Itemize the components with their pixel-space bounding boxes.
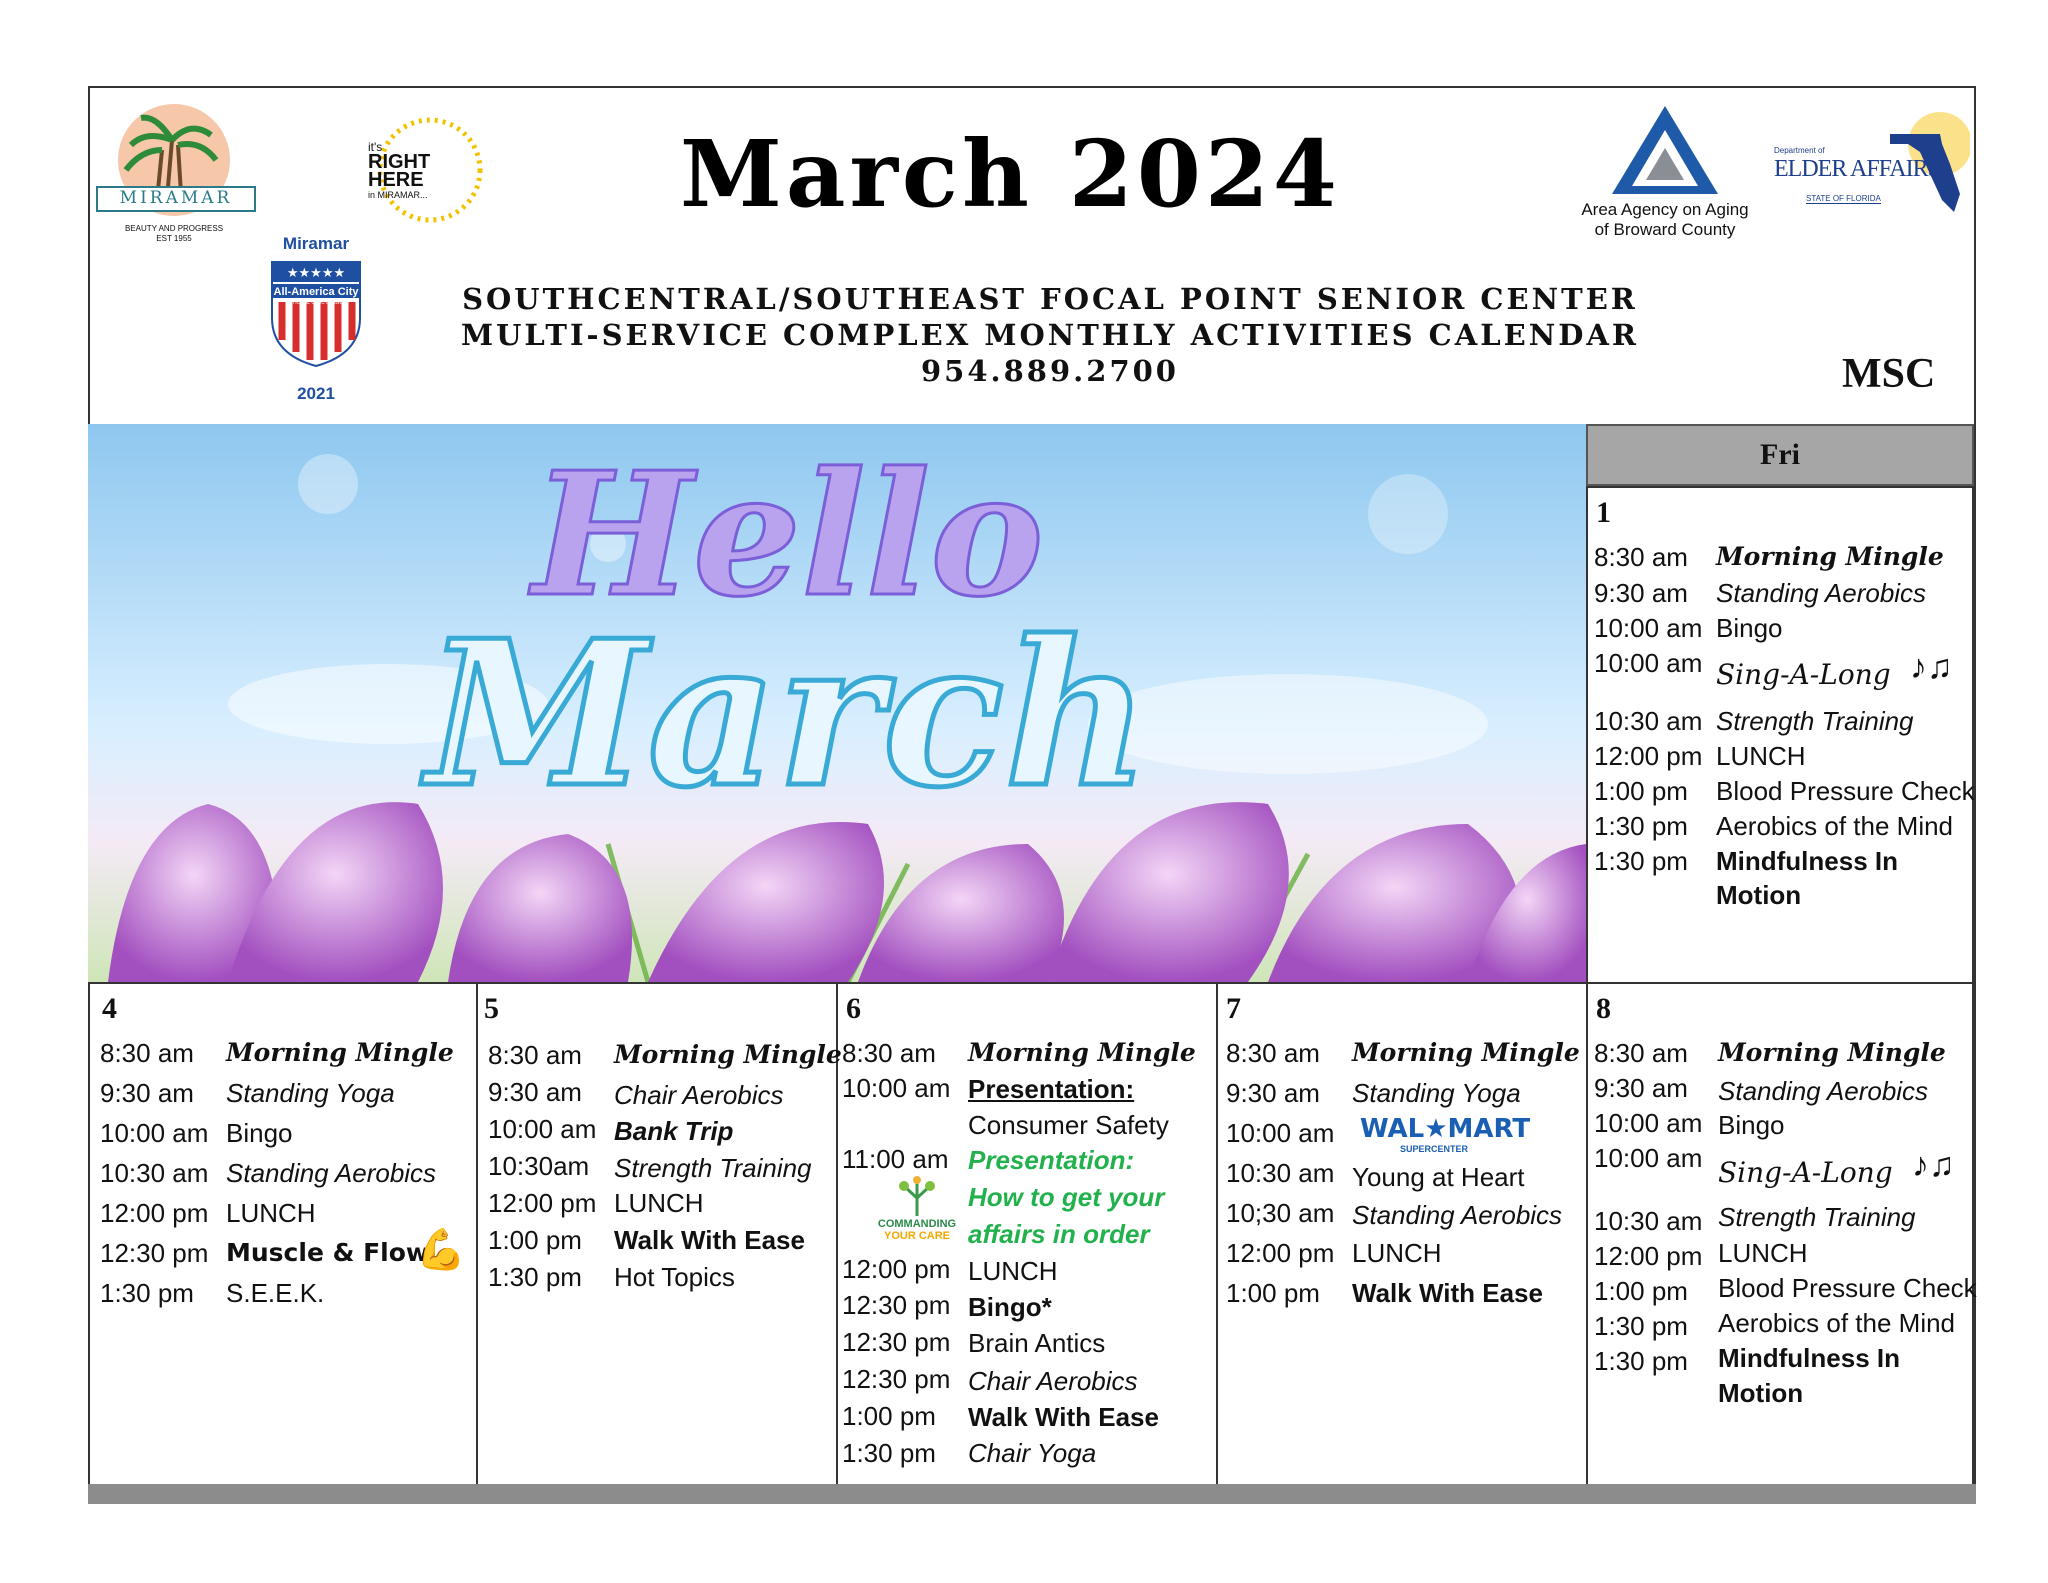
- activity: Muscle & Flow: [226, 1238, 430, 1267]
- activity: LUNCH: [614, 1188, 704, 1218]
- right-here-right: RIGHT: [368, 151, 431, 173]
- activity: Bingo: [1716, 613, 1783, 643]
- activity: Strength Training: [1718, 1202, 1916, 1232]
- svg-text:★★★★★: ★★★★★: [286, 266, 346, 281]
- activity: LUNCH: [226, 1198, 316, 1228]
- time: 1:00 pm: [488, 1225, 582, 1255]
- miramar-tagline: BEAUTY AND PROGRESS: [124, 224, 224, 233]
- time: 8:30 am: [1594, 542, 1688, 572]
- day-number: 1: [1596, 496, 1611, 529]
- time: 12:00 pm: [100, 1198, 209, 1228]
- activity: Morning Mingle: [1352, 1038, 1580, 1067]
- hello-march-banner: [88, 424, 1586, 982]
- right-here-its: it's: [368, 140, 383, 154]
- all-america-league: NATIONAL CIVIC LEAGUE: [285, 300, 347, 306]
- activity: Aerobics of the Mind: [1718, 1308, 1956, 1338]
- time: 10:00 am: [1594, 613, 1703, 643]
- time: 12:30 pm: [100, 1238, 209, 1268]
- time: 1:00 pm: [842, 1401, 936, 1431]
- activity: Chair Yoga: [968, 1438, 1097, 1468]
- time: 8:30 am: [488, 1040, 582, 1070]
- time: 10:30 am: [1594, 1206, 1703, 1236]
- activity: Mindfulness In: [1718, 1343, 1900, 1373]
- time: 1:30 pm: [1594, 811, 1688, 841]
- activity: Walk With Ease: [614, 1225, 805, 1255]
- activity: Walk With Ease: [1352, 1278, 1543, 1308]
- day-number: 8: [1596, 992, 1611, 1025]
- activity: LUNCH: [1718, 1238, 1808, 1268]
- time: 10:00 am: [1226, 1118, 1335, 1148]
- time: 1:30 pm: [1594, 846, 1688, 876]
- activity: affairs in order: [968, 1219, 1150, 1249]
- time: 9:30 am: [100, 1078, 194, 1108]
- time: 12:00 pm: [1226, 1238, 1335, 1268]
- activity: S.E.E.K.: [226, 1278, 325, 1308]
- day-number: 7: [1226, 992, 1241, 1025]
- time: 12:30 pm: [842, 1364, 951, 1394]
- bottom-bar: [88, 1484, 1976, 1504]
- sponsor-line-1: COMMANDING: [877, 1218, 957, 1230]
- walmart-logo: WAL★MART: [1360, 1114, 1531, 1144]
- activity: LUNCH: [1352, 1238, 1442, 1268]
- hero-hello-text: Hello: [532, 435, 1044, 635]
- time: 10:00 am: [1594, 648, 1703, 678]
- day-number: 5: [484, 992, 499, 1025]
- time: 12:00 pm: [1594, 1241, 1703, 1271]
- elder-dept: Department of: [1774, 146, 1825, 155]
- activity: Consumer Safety: [968, 1110, 1169, 1140]
- activity: Mindfulness In: [1716, 846, 1898, 876]
- activity: Brain Antics: [968, 1328, 1106, 1358]
- all-america-top: Miramar: [282, 234, 350, 253]
- music-notes-icon: ♪♫: [1910, 648, 1953, 686]
- time: 1:00 pm: [1594, 776, 1688, 806]
- time: 1:00 pm: [1594, 1276, 1688, 1306]
- activity: Aerobics of the Mind: [1716, 811, 1954, 841]
- right-here-here: HERE: [368, 169, 424, 191]
- triangle-a-icon: [1610, 104, 1720, 196]
- time: 12:00 pm: [842, 1254, 951, 1284]
- crocus-flowers-image: [88, 424, 1586, 982]
- music-notes-icon: ♪♫: [1912, 1146, 1955, 1184]
- time: 1:00 pm: [1226, 1278, 1320, 1308]
- activity: LUNCH: [968, 1256, 1058, 1286]
- activity: Sing-A-Long: [1718, 1156, 1893, 1189]
- time: 10:30 am: [1226, 1158, 1335, 1188]
- time: 12:30 pm: [842, 1327, 951, 1357]
- time: 12:30 pm: [842, 1290, 951, 1320]
- activity: Morning Mingle: [968, 1038, 1196, 1067]
- right-here-miramar: in MIRAMAR...: [368, 190, 428, 200]
- time: 10:30am: [488, 1151, 590, 1181]
- time: 9:30 am: [1594, 1073, 1688, 1103]
- time: 10:00 am: [842, 1073, 951, 1103]
- aging-line-2: of Broward County: [1594, 220, 1736, 239]
- day-number: 4: [102, 992, 117, 1025]
- sponsor-line-2: YOUR CARE: [883, 1230, 950, 1242]
- activity: Strength Training: [1716, 706, 1914, 736]
- aging-logo: [1570, 104, 1760, 244]
- activity: Standing Aerobics: [226, 1158, 437, 1188]
- time: 1:30 pm: [488, 1262, 582, 1292]
- activity: Morning Mingle: [1718, 1038, 1946, 1067]
- activity: Young at Heart: [1352, 1162, 1525, 1192]
- activity: Morning Mingle: [1716, 542, 1944, 571]
- activity: Motion: [1718, 1378, 1804, 1408]
- activity: How to get your: [968, 1182, 1165, 1212]
- commanding-your-care-logo: [862, 1176, 972, 1246]
- subtitle-line-2: MULTI-SERVICE COMPLEX MONTHLY ACTIVITIES CALENDAR: [460, 318, 1639, 352]
- center-code: MSC: [1842, 351, 1936, 397]
- shield-icon: [268, 258, 364, 368]
- activity: Standing Aerobics: [1718, 1076, 1929, 1106]
- right-here-logo: [360, 104, 490, 234]
- time: 1:30 pm: [842, 1438, 936, 1468]
- time: 9:30 am: [1594, 578, 1688, 608]
- elder-state: STATE OF FLORIDA: [1806, 194, 1881, 203]
- day-number: 6: [846, 992, 861, 1025]
- time: 9:30 am: [488, 1077, 582, 1107]
- page-title: March 2024: [680, 120, 1341, 228]
- activity: Standing Yoga: [226, 1078, 395, 1108]
- flexed-bicep-icon: 💪: [416, 1228, 466, 1272]
- time: 1:30 pm: [1594, 1346, 1688, 1376]
- time: 8:30 am: [1594, 1038, 1688, 1068]
- activity: Bingo: [1718, 1110, 1785, 1140]
- activity: Strength Training: [614, 1153, 812, 1183]
- all-america-city-logo: [262, 234, 366, 409]
- all-america-banner: All-America City: [273, 286, 359, 298]
- time: 1:30 pm: [1594, 1311, 1688, 1341]
- tree-icon: [892, 1176, 942, 1216]
- activity: LUNCH: [1716, 741, 1806, 771]
- activity: Presentation:: [968, 1145, 1135, 1175]
- activity: Morning Mingle: [226, 1038, 454, 1067]
- time: 8:30 am: [842, 1038, 936, 1068]
- time: 10:00 am: [100, 1118, 209, 1148]
- activity: Chair Aerobics: [614, 1080, 784, 1110]
- activity: Hot Topics: [614, 1262, 735, 1292]
- activity: Presentation:: [968, 1074, 1135, 1104]
- aging-line-1: Area Agency on Aging: [1581, 200, 1749, 219]
- miramar-est: EST 1955: [156, 234, 192, 243]
- activity: Blood Pressure Check: [1718, 1273, 1977, 1303]
- miramar-logo: [96, 100, 246, 250]
- time: 11:00 am: [842, 1144, 949, 1174]
- time: 12:00 pm: [1594, 741, 1703, 771]
- elder-name: ELDER AFFAIRS: [1774, 156, 1940, 182]
- elder-affairs-logo: [1770, 104, 1970, 224]
- time: 10:00 am: [488, 1114, 597, 1144]
- all-america-year: 2021: [297, 384, 335, 403]
- activity: Chair Aerobics: [968, 1366, 1138, 1396]
- activity: Standing Aerobics: [1716, 578, 1927, 608]
- activity: Walk With Ease: [968, 1402, 1159, 1432]
- time: 10:30 am: [1594, 706, 1703, 736]
- activity: Sing-A-Long: [1716, 658, 1891, 691]
- time: 9:30 am: [1226, 1078, 1320, 1108]
- activity: Standing Yoga: [1352, 1078, 1521, 1108]
- time: 8:30 am: [100, 1038, 194, 1068]
- activity: Motion: [1716, 880, 1802, 910]
- activity: Bingo*: [968, 1292, 1052, 1322]
- miramar-wordmark: MIRAMAR: [96, 186, 256, 212]
- activity: Blood Pressure Check: [1716, 776, 1975, 806]
- weekday-header-fri: Fri: [1586, 424, 1974, 486]
- phone-number: 954.889.2700: [921, 354, 1179, 388]
- activity: Bank Trip: [614, 1116, 734, 1146]
- activity: Bingo: [226, 1118, 293, 1148]
- time: 10:00 am: [1594, 1143, 1703, 1173]
- activity: Standing Aerobics: [1352, 1200, 1563, 1230]
- time: 1:30 pm: [100, 1278, 194, 1308]
- time: 10:00 am: [1594, 1108, 1703, 1138]
- hero-march-text: March: [426, 597, 1150, 832]
- time: 10;30 am: [1226, 1198, 1335, 1228]
- time: 10:30 am: [100, 1158, 209, 1188]
- activity: Morning Mingle: [614, 1040, 842, 1069]
- time: 12:00 pm: [488, 1188, 597, 1218]
- walmart-supercenter: SUPERCENTER: [1400, 1144, 1469, 1154]
- subtitle-line-1: SOUTHCENTRAL/SOUTHEAST FOCAL POINT SENIOR CENTER: [462, 282, 1638, 316]
- time: 8:30 am: [1226, 1038, 1320, 1068]
